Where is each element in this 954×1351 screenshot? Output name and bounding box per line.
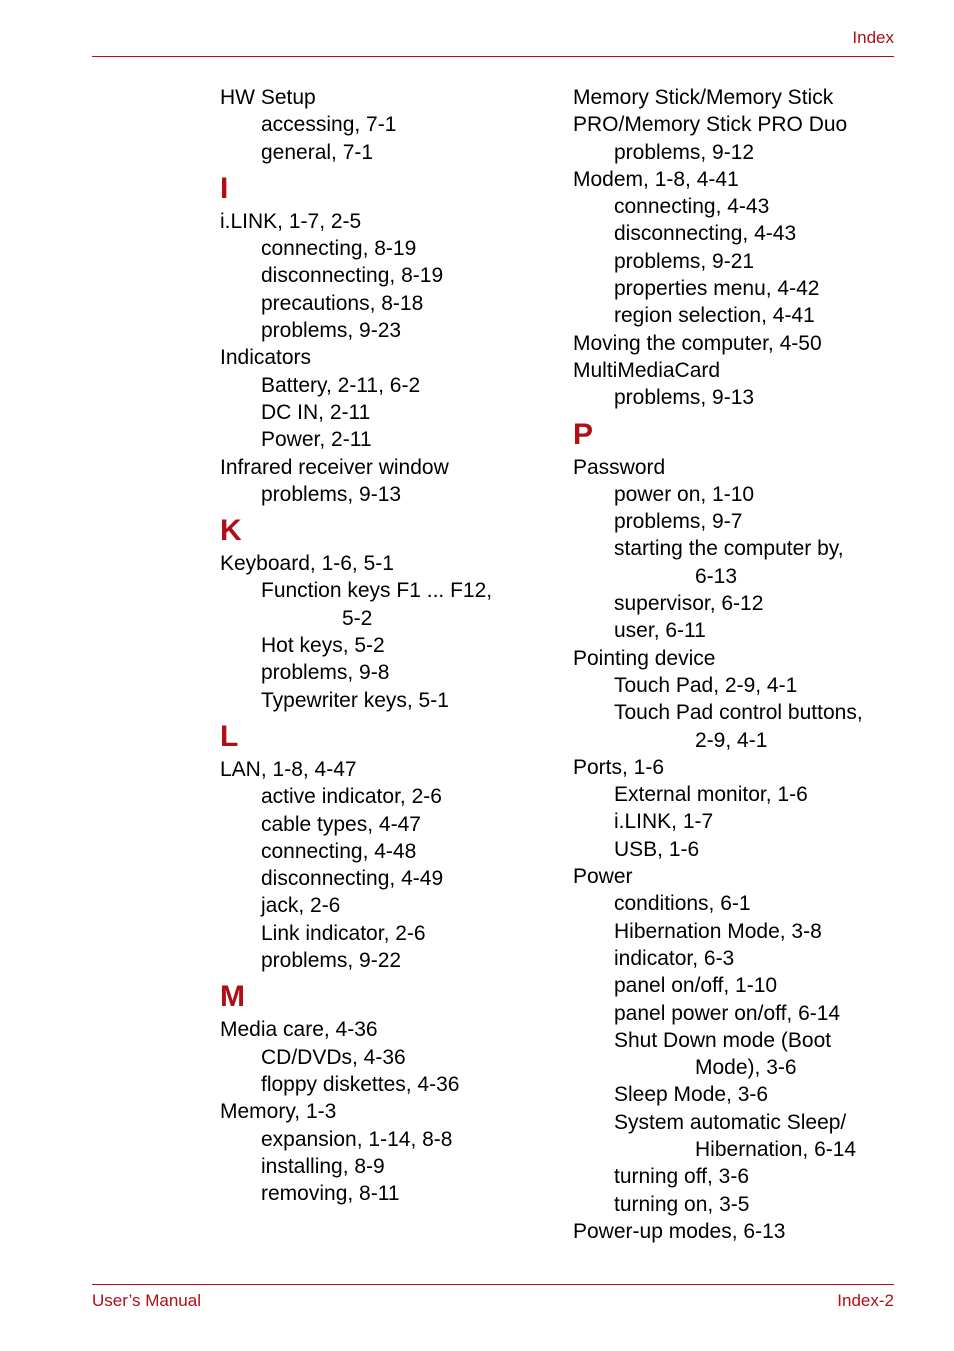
index-subentry: USB, 1-6: [614, 837, 700, 861]
index-subentry: properties menu, 4-42: [614, 277, 820, 301]
index-subentry: Mode), 3-6: [695, 1056, 797, 1080]
index-subentry: user, 6-11: [614, 619, 706, 643]
index-subentry: Typewriter keys, 5-1: [261, 688, 449, 712]
index-subentry: starting the computer by,: [614, 537, 844, 561]
index-entry: i.LINK, 1-7, 2-5: [220, 209, 362, 233]
index-entry: Ports, 1-6: [573, 755, 665, 779]
index-subentry: problems, 9-12: [614, 140, 755, 164]
index-subentry: Hot keys, 5-2: [261, 634, 385, 658]
index-subentry: region selection, 4-41: [614, 304, 815, 328]
index-subentry: conditions, 6-1: [614, 892, 751, 916]
index-subentry: System automatic Sleep/: [614, 1110, 847, 1134]
index-subentry: jack, 2-6: [261, 894, 341, 918]
index-subentry: Shut Down mode (Boot: [614, 1028, 832, 1052]
index-column-right: [573, 84, 903, 1245]
index-subentry: CD/DVDs, 4-36: [261, 1045, 406, 1069]
index-subentry: Touch Pad, 2-9, 4-1: [614, 673, 798, 697]
index-subentry: cable types, 4-47: [261, 812, 421, 836]
index-subentry: panel power on/off, 6-14: [614, 1001, 841, 1025]
index-subentry: Sleep Mode, 3-6: [614, 1083, 769, 1107]
index-entry: Indicators: [220, 346, 312, 370]
index-subentry: connecting, 8-19: [261, 237, 417, 261]
index-entry: LAN, 1-8, 4-47: [220, 757, 357, 781]
index-letter-heading: M: [220, 980, 245, 1014]
index-subentry: Battery, 2-11, 6-2: [261, 373, 421, 397]
index-subentry: Power, 2-11: [261, 428, 372, 452]
index-subentry: External monitor, 1-6: [614, 783, 808, 807]
index-subentry: expansion, 1-14, 8-8: [261, 1127, 453, 1151]
index-subentry: general, 7-1: [261, 140, 374, 164]
index-subentry: connecting, 4-43: [614, 195, 770, 219]
index-entry: Pointing device: [573, 646, 716, 670]
index-subentry: 5-2: [342, 606, 373, 630]
index-subentry: Link indicator, 2-6: [261, 921, 426, 945]
index-subentry: 2-9, 4-1: [695, 728, 768, 752]
index-subentry: Hibernation, 6-14: [695, 1137, 857, 1161]
index-subentry: turning off, 3-6: [614, 1165, 750, 1189]
header-rule: [92, 56, 894, 57]
index-entry: Power: [573, 865, 633, 889]
index-subentry: panel on/off, 1-10: [614, 974, 778, 998]
index-entry: Keyboard, 1-6, 5-1: [220, 552, 394, 576]
footer-rule: [92, 1284, 894, 1285]
index-subentry: problems, 9-13: [614, 386, 755, 410]
index-subentry: removing, 8-11: [261, 1182, 400, 1206]
index-subentry: DC IN, 2-11: [261, 400, 371, 424]
index-letter-heading: K: [220, 514, 242, 548]
index-subentry: disconnecting, 4-49: [261, 867, 444, 891]
index-entry: Memory, 1-3: [220, 1100, 337, 1124]
index-entry: Media care, 4-36: [220, 1018, 378, 1042]
index-subentry: problems, 9-13: [261, 482, 402, 506]
index-subentry: problems, 9-7: [614, 510, 743, 534]
index-subentry: 6-13: [695, 564, 738, 588]
index-subentry: problems, 9-22: [261, 949, 402, 973]
index-column-left: [220, 84, 550, 1207]
index-subentry: precautions, 8-18: [261, 291, 424, 315]
index-subentry: accessing, 7-1: [261, 113, 397, 137]
index-subentry: connecting, 4-48: [261, 839, 417, 863]
index-entry: Power-up modes, 6-13: [573, 1219, 786, 1243]
index-letter-heading: P: [573, 417, 594, 451]
index-entry: Password: [573, 455, 666, 479]
page-number: Index-2: [837, 1291, 894, 1310]
index-subentry: Hibernation Mode, 3-8: [614, 919, 822, 943]
index-subentry: i.LINK, 1-7: [614, 810, 714, 834]
index-entry: Memory Stick/Memory Stick: [573, 86, 834, 109]
index-entry: HW Setup: [220, 86, 316, 109]
index-subentry: installing, 8-9: [261, 1154, 385, 1178]
index-subentry: active indicator, 2-6: [261, 785, 442, 809]
index-subentry: problems, 9-23: [261, 319, 402, 343]
index-subentry: problems, 9-21: [614, 249, 755, 273]
index-subentry: indicator, 6-3: [614, 946, 735, 970]
index-subentry: power on, 1-10: [614, 482, 755, 506]
index-letter-heading: L: [220, 719, 239, 753]
index-subentry: disconnecting, 4-43: [614, 222, 797, 246]
index-subentry: turning on, 3-5: [614, 1192, 750, 1216]
index-subentry: problems, 9-8: [261, 661, 390, 685]
index-entry: PRO/Memory Stick PRO Duo: [573, 113, 848, 137]
running-header: Index: [852, 28, 894, 47]
index-subentry: Touch Pad control buttons,: [614, 701, 863, 725]
footer-manual-title: User’s Manual: [92, 1291, 201, 1310]
index-subentry: Function keys F1 ... F12,: [261, 579, 493, 603]
index-subentry: disconnecting, 8-19: [261, 264, 444, 288]
index-entry: Infrared receiver window: [220, 455, 449, 479]
index-entry: MultiMediaCard: [573, 358, 721, 382]
index-subentry: floppy diskettes, 4-36: [261, 1072, 460, 1096]
index-subentry: supervisor, 6-12: [614, 592, 764, 616]
index-entry: Modem, 1-8, 4-41: [573, 167, 739, 191]
index-letter-heading: I: [220, 171, 229, 205]
index-entry: Moving the computer, 4-50: [573, 331, 822, 355]
